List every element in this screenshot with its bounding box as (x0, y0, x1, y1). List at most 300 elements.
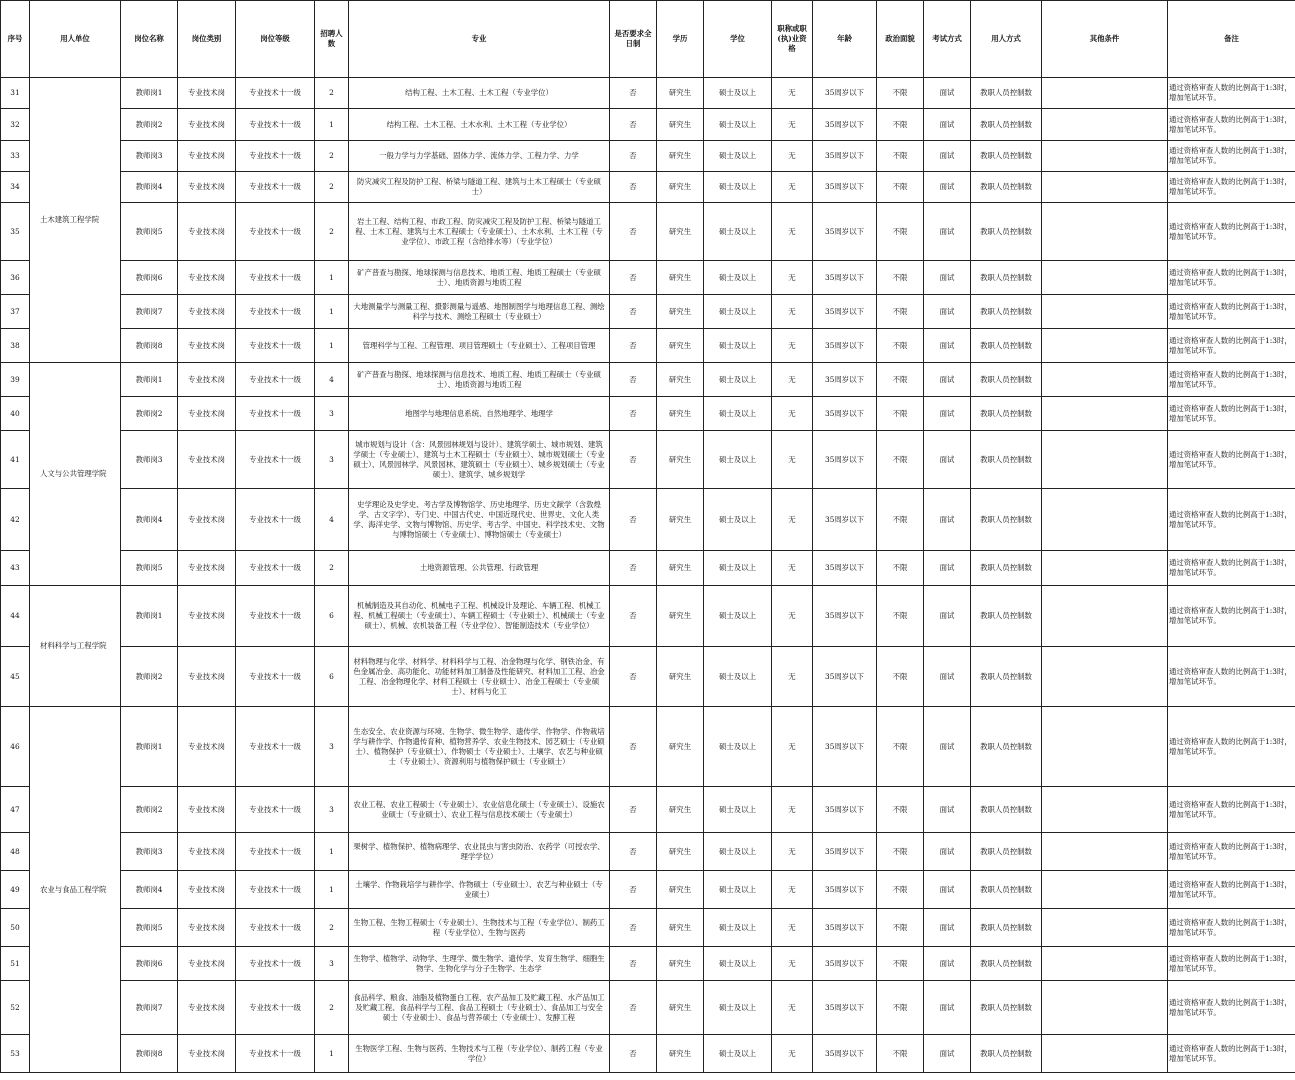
post-level-cell: 专业技术十一级 (236, 203, 315, 261)
degree-cell: 硕士及以上 (704, 909, 772, 947)
title-cell: 无 (772, 787, 813, 833)
post-category-cell: 专业技术岗 (178, 295, 236, 329)
post-category-cell: 专业技术岗 (178, 909, 236, 947)
table-row (1, 647, 1295, 707)
headcount-cell: 2 (315, 551, 349, 586)
degree-cell: 硕士及以上 (704, 431, 772, 489)
table-row (1, 397, 1295, 431)
post-category-cell: 专业技术岗 (178, 172, 236, 203)
row-number-cell: 32 (1, 109, 30, 141)
politics-cell: 不限 (877, 707, 924, 787)
row-number-cell: 47 (1, 787, 30, 833)
headcount-cell: 3 (315, 431, 349, 489)
row-number-cell: 40 (1, 397, 30, 431)
post-level-cell: 专业技术十一级 (236, 707, 315, 787)
headcount-cell: 1 (315, 261, 349, 295)
major-cell: 土地资源管理、公共管理、行政管理 (349, 551, 610, 586)
major-cell: 大地测量学与测量工程、摄影测量与遥感、地图制图学与地理信息工程、测绘科学与技术、测绘工程硕士（专业硕士） (349, 295, 610, 329)
row-number-cell: 46 (1, 707, 30, 787)
other-cell (1042, 203, 1168, 261)
degree-cell: 硕士及以上 (704, 647, 772, 707)
header-cell: 备注 (1168, 1, 1295, 78)
degree-cell: 硕士及以上 (704, 109, 772, 141)
exam-cell: 面试 (924, 981, 971, 1035)
headcount-cell: 6 (315, 586, 349, 647)
title-cell: 无 (772, 78, 813, 109)
exam-cell: 面试 (924, 397, 971, 431)
education-cell: 研究生 (657, 707, 704, 787)
education-cell: 研究生 (657, 203, 704, 261)
remark-cell: 通过资格审查人数的比例高于1:3时，增加笔试环节。 (1168, 909, 1295, 947)
politics-cell: 不限 (877, 109, 924, 141)
education-cell: 研究生 (657, 109, 704, 141)
post-category-cell: 专业技术岗 (178, 981, 236, 1035)
age-cell: 35周岁以下 (813, 1035, 877, 1073)
employ-cell: 教职人员控制数 (971, 172, 1042, 203)
employ-cell: 教职人员控制数 (971, 261, 1042, 295)
table-row (1, 363, 1295, 397)
post-name-cell: 教师岗1 (121, 707, 178, 787)
fulltime-cell: 否 (610, 909, 657, 947)
other-cell (1042, 363, 1168, 397)
remark-cell: 通过资格审查人数的比例高于1:3时，增加笔试环节。 (1168, 1035, 1295, 1073)
table-row (1, 295, 1295, 329)
fulltime-cell: 否 (610, 551, 657, 586)
post-name-cell: 教师岗1 (121, 586, 178, 647)
exam-cell: 面试 (924, 329, 971, 363)
post-level-cell: 专业技术十一级 (236, 787, 315, 833)
row-number-cell: 31 (1, 78, 30, 109)
title-cell: 无 (772, 261, 813, 295)
post-name-cell: 教师岗3 (121, 141, 178, 172)
post-level-cell: 专业技术十一级 (236, 172, 315, 203)
other-cell (1042, 787, 1168, 833)
title-cell: 无 (772, 647, 813, 707)
table-row (1, 431, 1295, 489)
degree-cell: 硕士及以上 (704, 363, 772, 397)
title-cell: 无 (772, 203, 813, 261)
table-row (1, 787, 1295, 833)
employ-cell: 教职人员控制数 (971, 787, 1042, 833)
post-category-cell: 专业技术岗 (178, 707, 236, 787)
row-number-cell: 52 (1, 981, 30, 1035)
header-cell: 岗位等级 (236, 1, 315, 78)
remark-cell: 通过资格审查人数的比例高于1:3时，增加笔试环节。 (1168, 833, 1295, 871)
other-cell (1042, 78, 1168, 109)
remark-cell: 通过资格审查人数的比例高于1:3时，增加笔试环节。 (1168, 397, 1295, 431)
post-category-cell: 专业技术岗 (178, 871, 236, 909)
remark-cell: 通过资格审查人数的比例高于1:3时，增加笔试环节。 (1168, 141, 1295, 172)
post-level-cell: 专业技术十一级 (236, 397, 315, 431)
row-number-cell: 48 (1, 833, 30, 871)
fulltime-cell: 否 (610, 363, 657, 397)
exam-cell: 面试 (924, 707, 971, 787)
post-category-cell: 专业技术岗 (178, 78, 236, 109)
age-cell: 35周岁以下 (813, 397, 877, 431)
header-cell: 专业 (349, 1, 610, 78)
post-category-cell: 专业技术岗 (178, 141, 236, 172)
fulltime-cell: 否 (610, 707, 657, 787)
education-cell: 研究生 (657, 489, 704, 551)
table-row (1, 947, 1295, 981)
politics-cell: 不限 (877, 489, 924, 551)
table-row (1, 141, 1295, 172)
row-number-cell: 49 (1, 871, 30, 909)
remark-cell: 通过资格审查人数的比例高于1:3时，增加笔试环节。 (1168, 261, 1295, 295)
employ-cell: 教职人员控制数 (971, 329, 1042, 363)
headcount-cell: 3 (315, 707, 349, 787)
politics-cell: 不限 (877, 981, 924, 1035)
age-cell: 35周岁以下 (813, 647, 877, 707)
header-cell: 考试方式 (924, 1, 971, 78)
major-cell: 管理科学与工程、工程管理、项目管理硕士（专业硕士）、工程项目管理 (349, 329, 610, 363)
headcount-cell: 6 (315, 647, 349, 707)
major-cell: 生态安全、农业资源与环境、生物学、微生物学、遗传学、作物学、作物栽培学与耕作学、作物遗传育种、植物营养学、农业生物技术、园艺硕士（专业硕士）、植物保护（专业硕士）、作物硕士（专业硕士）、土壤学、农艺与种业硕士（专业硕士）、资源利用与植物保护硕士（专业硕士） (349, 707, 610, 787)
other-cell (1042, 551, 1168, 586)
header-cell: 是否要求全日制 (610, 1, 657, 78)
exam-cell: 面试 (924, 909, 971, 947)
post-level-cell: 专业技术十一级 (236, 261, 315, 295)
degree-cell: 硕士及以上 (704, 489, 772, 551)
employ-cell: 教职人员控制数 (971, 295, 1042, 329)
fulltime-cell: 否 (610, 431, 657, 489)
exam-cell: 面试 (924, 203, 971, 261)
post-level-cell: 专业技术十一级 (236, 947, 315, 981)
title-cell: 无 (772, 551, 813, 586)
age-cell: 35周岁以下 (813, 981, 877, 1035)
education-cell: 研究生 (657, 431, 704, 489)
post-name-cell: 教师岗7 (121, 981, 178, 1035)
headcount-cell: 2 (315, 141, 349, 172)
major-cell: 地图学与地理信息系统、自然地理学、地理学 (349, 397, 610, 431)
row-number-cell: 37 (1, 295, 30, 329)
employ-cell: 教职人员控制数 (971, 489, 1042, 551)
title-cell: 无 (772, 141, 813, 172)
degree-cell: 硕士及以上 (704, 172, 772, 203)
post-category-cell: 专业技术岗 (178, 109, 236, 141)
education-cell: 研究生 (657, 871, 704, 909)
age-cell: 35周岁以下 (813, 707, 877, 787)
major-cell: 矿产普查与勘探、地球探测与信息技术、地质工程、地质工程硕士（专业硕士）、地质资源与地质工程 (349, 261, 610, 295)
employ-cell: 教职人员控制数 (971, 551, 1042, 586)
fulltime-cell: 否 (610, 586, 657, 647)
title-cell: 无 (772, 947, 813, 981)
headcount-cell: 1 (315, 329, 349, 363)
post-category-cell: 专业技术岗 (178, 947, 236, 981)
other-cell (1042, 261, 1168, 295)
exam-cell: 面试 (924, 833, 971, 871)
other-cell (1042, 329, 1168, 363)
header-cell: 年龄 (813, 1, 877, 78)
post-name-cell: 教师岗2 (121, 109, 178, 141)
age-cell: 35周岁以下 (813, 586, 877, 647)
title-cell: 无 (772, 1035, 813, 1073)
exam-cell: 面试 (924, 551, 971, 586)
degree-cell: 硕士及以上 (704, 586, 772, 647)
post-level-cell: 专业技术十一级 (236, 431, 315, 489)
row-number-cell: 39 (1, 363, 30, 397)
employ-cell: 教职人员控制数 (971, 909, 1042, 947)
post-level-cell: 专业技术十一级 (236, 78, 315, 109)
fulltime-cell: 否 (610, 141, 657, 172)
title-cell: 无 (772, 586, 813, 647)
age-cell: 35周岁以下 (813, 261, 877, 295)
remark-cell: 通过资格审查人数的比例高于1:3时，增加笔试环节。 (1168, 787, 1295, 833)
post-name-cell: 教师岗6 (121, 261, 178, 295)
employ-cell: 教职人员控制数 (971, 871, 1042, 909)
politics-cell: 不限 (877, 431, 924, 489)
education-cell: 研究生 (657, 787, 704, 833)
education-cell: 研究生 (657, 172, 704, 203)
age-cell: 35周岁以下 (813, 947, 877, 981)
post-category-cell: 专业技术岗 (178, 833, 236, 871)
age-cell: 35周岁以下 (813, 489, 877, 551)
major-cell: 食品科学、粮食、油脂及植物蛋白工程、农产品加工及贮藏工程、水产品加工及贮藏工程、食品科学与工程、食品工程硕士（专业硕士）、食品加工与安全硕士（专业硕士）、食品与营养硕士（专业硕士）、发酵工程 (349, 981, 610, 1035)
degree-cell: 硕士及以上 (704, 551, 772, 586)
headcount-cell: 2 (315, 172, 349, 203)
headcount-cell: 2 (315, 981, 349, 1035)
table-row (1, 871, 1295, 909)
major-cell: 农业工程、农业工程硕士（专业硕士）、农业信息化硕士（专业硕士）、设施农业硕士（专业硕士）、农业工程与信息技术硕士（专业硕士） (349, 787, 610, 833)
table-row (1, 833, 1295, 871)
table-row (1, 909, 1295, 947)
employ-cell: 教职人员控制数 (971, 363, 1042, 397)
exam-cell: 面试 (924, 787, 971, 833)
headcount-cell: 1 (315, 295, 349, 329)
post-name-cell: 教师岗6 (121, 947, 178, 981)
table-row (1, 172, 1295, 203)
post-name-cell: 教师岗5 (121, 551, 178, 586)
education-cell: 研究生 (657, 295, 704, 329)
row-number-cell: 34 (1, 172, 30, 203)
row-number-cell: 50 (1, 909, 30, 947)
post-name-cell: 教师岗4 (121, 871, 178, 909)
post-name-cell: 教师岗3 (121, 833, 178, 871)
title-cell: 无 (772, 707, 813, 787)
employ-cell: 教职人员控制数 (971, 431, 1042, 489)
politics-cell: 不限 (877, 871, 924, 909)
politics-cell: 不限 (877, 833, 924, 871)
employ-cell: 教职人员控制数 (971, 141, 1042, 172)
remark-cell: 通过资格审查人数的比例高于1:3时，增加笔试环节。 (1168, 295, 1295, 329)
fulltime-cell: 否 (610, 109, 657, 141)
row-number-cell: 33 (1, 141, 30, 172)
title-cell: 无 (772, 909, 813, 947)
post-name-cell: 教师岗8 (121, 329, 178, 363)
post-category-cell: 专业技术岗 (178, 586, 236, 647)
post-level-cell: 专业技术十一级 (236, 551, 315, 586)
post-level-cell: 专业技术十一级 (236, 1035, 315, 1073)
title-cell: 无 (772, 295, 813, 329)
politics-cell: 不限 (877, 1035, 924, 1073)
fulltime-cell: 否 (610, 871, 657, 909)
table-row (1, 1035, 1295, 1073)
title-cell: 无 (772, 981, 813, 1035)
remark-cell: 通过资格审查人数的比例高于1:3时，增加笔试环节。 (1168, 172, 1295, 203)
post-category-cell: 专业技术岗 (178, 551, 236, 586)
headcount-cell: 3 (315, 787, 349, 833)
other-cell (1042, 397, 1168, 431)
age-cell: 35周岁以下 (813, 909, 877, 947)
header-cell: 用人单位 (30, 1, 121, 78)
degree-cell: 硕士及以上 (704, 833, 772, 871)
major-cell: 防灾减灾工程及防护工程、桥梁与隧道工程、建筑与土木工程硕士（专业硕士） (349, 172, 610, 203)
education-cell: 研究生 (657, 78, 704, 109)
post-name-cell: 教师岗4 (121, 172, 178, 203)
remark-cell: 通过资格审查人数的比例高于1:3时，增加笔试环节。 (1168, 489, 1295, 551)
headcount-cell: 1 (315, 871, 349, 909)
post-category-cell: 专业技术岗 (178, 397, 236, 431)
exam-cell: 面试 (924, 363, 971, 397)
degree-cell: 硕士及以上 (704, 78, 772, 109)
exam-cell: 面试 (924, 586, 971, 647)
age-cell: 35周岁以下 (813, 141, 877, 172)
title-cell: 无 (772, 363, 813, 397)
politics-cell: 不限 (877, 947, 924, 981)
title-cell: 无 (772, 172, 813, 203)
table-body (1, 78, 1295, 1073)
exam-cell: 面试 (924, 261, 971, 295)
employ-cell: 教职人员控制数 (971, 707, 1042, 787)
employ-cell: 教职人员控制数 (971, 203, 1042, 261)
remark-cell: 通过资格审查人数的比例高于1:3时，增加笔试环节。 (1168, 78, 1295, 109)
row-number-cell: 38 (1, 329, 30, 363)
politics-cell: 不限 (877, 295, 924, 329)
post-category-cell: 专业技术岗 (178, 363, 236, 397)
major-cell: 生物医学工程、生物与医药、生物技术与工程（专业学位）、制药工程（专业学位） (349, 1035, 610, 1073)
fulltime-cell: 否 (610, 647, 657, 707)
politics-cell: 不限 (877, 647, 924, 707)
header-cell: 政治面貌 (877, 1, 924, 78)
table-row (1, 109, 1295, 141)
other-cell (1042, 833, 1168, 871)
degree-cell: 硕士及以上 (704, 295, 772, 329)
employer-unit-cell: 材料科学与工程学院 (30, 586, 121, 707)
post-level-cell: 专业技术十一级 (236, 909, 315, 947)
remark-cell: 通过资格审查人数的比例高于1:3时，增加笔试环节。 (1168, 981, 1295, 1035)
post-level-cell: 专业技术十一级 (236, 833, 315, 871)
employ-cell: 教职人员控制数 (971, 947, 1042, 981)
post-level-cell: 专业技术十一级 (236, 329, 315, 363)
age-cell: 35周岁以下 (813, 295, 877, 329)
other-cell (1042, 871, 1168, 909)
post-name-cell: 教师岗7 (121, 295, 178, 329)
header-cell: 职称或职(执)业资格 (772, 1, 813, 78)
post-category-cell: 专业技术岗 (178, 647, 236, 707)
education-cell: 研究生 (657, 363, 704, 397)
row-number-cell: 45 (1, 647, 30, 707)
employer-unit-cell: 人文与公共管理学院 (30, 363, 121, 586)
politics-cell: 不限 (877, 551, 924, 586)
table-row (1, 707, 1295, 787)
other-cell (1042, 1035, 1168, 1073)
age-cell: 35周岁以下 (813, 109, 877, 141)
politics-cell: 不限 (877, 203, 924, 261)
row-number-cell: 53 (1, 1035, 30, 1073)
education-cell: 研究生 (657, 261, 704, 295)
age-cell: 35周岁以下 (813, 172, 877, 203)
education-cell: 研究生 (657, 909, 704, 947)
header-cell: 学历 (657, 1, 704, 78)
post-name-cell: 教师岗5 (121, 203, 178, 261)
title-cell: 无 (772, 109, 813, 141)
row-number-cell: 36 (1, 261, 30, 295)
degree-cell: 硕士及以上 (704, 261, 772, 295)
table-row (1, 329, 1295, 363)
fulltime-cell: 否 (610, 295, 657, 329)
headcount-cell: 1 (315, 833, 349, 871)
education-cell: 研究生 (657, 586, 704, 647)
fulltime-cell: 否 (610, 981, 657, 1035)
exam-cell: 面试 (924, 489, 971, 551)
post-level-cell: 专业技术十一级 (236, 981, 315, 1035)
employ-cell: 教职人员控制数 (971, 109, 1042, 141)
fulltime-cell: 否 (610, 1035, 657, 1073)
row-number-cell: 35 (1, 203, 30, 261)
politics-cell: 不限 (877, 909, 924, 947)
exam-cell: 面试 (924, 295, 971, 329)
title-cell: 无 (772, 397, 813, 431)
degree-cell: 硕士及以上 (704, 787, 772, 833)
post-name-cell: 教师岗1 (121, 78, 178, 109)
post-category-cell: 专业技术岗 (178, 489, 236, 551)
post-level-cell: 专业技术十一级 (236, 295, 315, 329)
other-cell (1042, 586, 1168, 647)
header-cell: 学位 (704, 1, 772, 78)
politics-cell: 不限 (877, 78, 924, 109)
education-cell: 研究生 (657, 141, 704, 172)
degree-cell: 硕士及以上 (704, 981, 772, 1035)
title-cell: 无 (772, 489, 813, 551)
post-name-cell: 教师岗4 (121, 489, 178, 551)
education-cell: 研究生 (657, 397, 704, 431)
post-level-cell: 专业技术十一级 (236, 586, 315, 647)
employer-unit-cell: 农业与食品工程学院 (30, 707, 121, 1073)
title-cell: 无 (772, 833, 813, 871)
education-cell: 研究生 (657, 647, 704, 707)
major-cell: 一般力学与力学基础、固体力学、流体力学、工程力学、力学 (349, 141, 610, 172)
post-level-cell: 专业技术十一级 (236, 363, 315, 397)
other-cell (1042, 909, 1168, 947)
post-level-cell: 专业技术十一级 (236, 141, 315, 172)
headcount-cell: 1 (315, 1035, 349, 1073)
politics-cell: 不限 (877, 363, 924, 397)
age-cell: 35周岁以下 (813, 833, 877, 871)
other-cell (1042, 947, 1168, 981)
major-cell: 史学理论及史学史、考古学及博物馆学、历史地理学、历史文献学（含敦煌学、古文字学）、专门史、中国古代史、中国近现代史、世界史、文化人类学、海洋史学、文物与博物馆、历史学、考古学、中国史、科学技术史、文物与博物馆硕士（专业硕士）、博物馆硕士（专业硕士） (349, 489, 610, 551)
remark-cell: 通过资格审查人数的比例高于1:3时，增加笔试环节。 (1168, 329, 1295, 363)
education-cell: 研究生 (657, 947, 704, 981)
exam-cell: 面试 (924, 947, 971, 981)
fulltime-cell: 否 (610, 787, 657, 833)
remark-cell: 通过资格审查人数的比例高于1:3时，增加笔试环节。 (1168, 947, 1295, 981)
post-category-cell: 专业技术岗 (178, 431, 236, 489)
politics-cell: 不限 (877, 397, 924, 431)
post-name-cell: 教师岗8 (121, 1035, 178, 1073)
header-row (1, 1, 1295, 78)
age-cell: 35周岁以下 (813, 329, 877, 363)
post-category-cell: 专业技术岗 (178, 787, 236, 833)
table-row (1, 203, 1295, 261)
exam-cell: 面试 (924, 141, 971, 172)
employ-cell: 教职人员控制数 (971, 981, 1042, 1035)
row-number-cell: 41 (1, 431, 30, 489)
remark-cell: 通过资格审查人数的比例高于1:3时，增加笔试环节。 (1168, 647, 1295, 707)
major-cell: 结构工程、土木工程、土木水利、土木工程（专业学位） (349, 109, 610, 141)
post-category-cell: 专业技术岗 (178, 329, 236, 363)
other-cell (1042, 109, 1168, 141)
major-cell: 生物学、植物学、动物学、生理学、微生物学、遗传学、发育生物学、细胞生物学、生物化学与分子生物学、生态学 (349, 947, 610, 981)
